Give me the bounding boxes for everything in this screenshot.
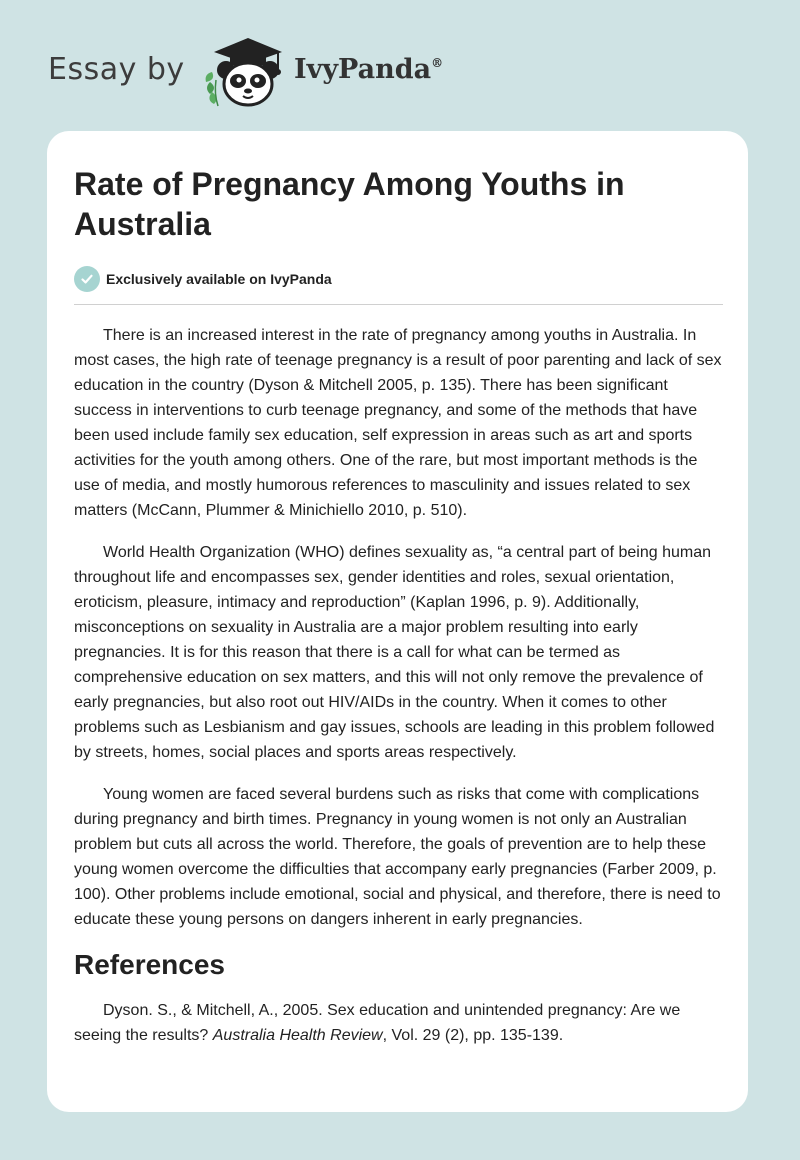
exclusive-label: Exclusively available on IvyPanda	[106, 271, 332, 287]
panda-graduate-icon[interactable]	[200, 34, 290, 110]
exclusive-badge	[74, 265, 724, 293]
reference-item	[74, 998, 724, 1048]
brand-name[interactable]	[294, 54, 443, 85]
page-title: Rate of Pregnancy Among Youths in Australia	[74, 166, 625, 242]
registered-mark: ®	[431, 56, 444, 70]
check-circle-icon	[74, 266, 100, 292]
reference-journal: Australia Health Review	[212, 1027, 383, 1044]
site-header	[48, 34, 488, 114]
divider	[74, 304, 723, 305]
paragraph-1: There is an increased interest in the rate of pregnancy among youths in Australia. In most cases, the high rate of teenage pregnancy is a result of poor parenting and lack of sex education in the country (Dyson & Mitchell 2005, p. 135). There has been significant success in interventions to curb teenage pregnancy, and some of the methods that have been used include family sex education, self expression in areas such as art and sports activities for the youth among others. One of the rare, but most important methods is the use of media, and mostly humorous references to masculinity and issues related to sex matters (McCann, Plummer & Minichiello 2010, p. 510).	[74, 327, 722, 519]
reference-details: , Vol. 29 (2), pp. 135-139.	[382, 1027, 564, 1044]
brand-text: IvyPanda	[294, 54, 432, 85]
essay-body	[74, 323, 724, 932]
essay-card	[47, 131, 748, 1112]
references-list	[74, 998, 724, 1048]
references-heading: References	[74, 949, 225, 980]
reference-citation: Dyson. S., & Mitchell, A., 2005. Sex education and unintended pregnancy: Are we seeing the results?	[74, 1002, 681, 1044]
paragraph-3: Young women are faced several burdens such as risks that come with complications during pregnancy and birth times. Pregnancy in young women is not only an Australian problem but cuts all across the world. Therefore, the goals of prevention are to help these young women overcome the difficulties that accompany early pregnancies (Farber 2009, p. 100). Other problems include emotional, social and physical, and therefore, there is need to educate these young persons on dangers inherent in early pregnancies.	[74, 786, 721, 928]
paragraph-2: World Health Organization (WHO) defines sexuality as, “a central part of being human throughout life and encompasses sex, gender identities and roles, sexual orientation, eroticism, pleasure, intimacy and reproduction” (Kaplan 1996, p. 9). Additionally, misconceptions on sexuality in Australia are a major problem resulting into early pregnancies. It is for this reason that there is a call for what can be termed as comprehensive education on sex matters, and this will not only remove the prevalence of early pregnancies, but also root out HIV/AIDs in the country. When it comes to other problems such as Lesbianism and gay issues, schools are leading in this problem followed by streets, homes, social places and sports areas respectively.	[74, 544, 715, 761]
essay-by-label: Essay by	[48, 52, 185, 87]
essay-content	[74, 164, 724, 1048]
